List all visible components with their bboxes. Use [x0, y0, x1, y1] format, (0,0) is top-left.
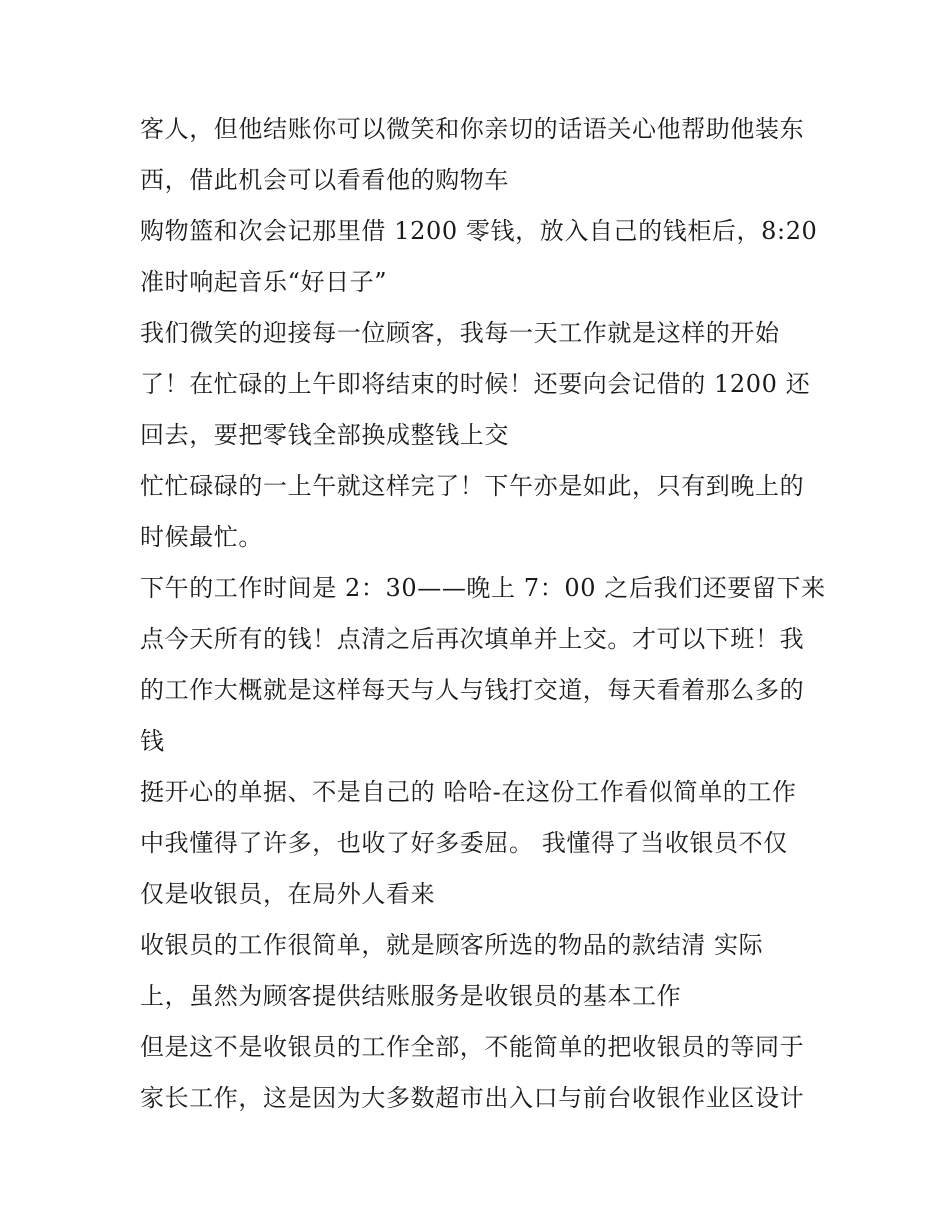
- text-line: 回去，要把零钱全部换成整钱上交: [140, 421, 509, 449]
- text-line: 但是这不是收银员的工作全部，不能简单的把收银员的等同于: [140, 1033, 805, 1061]
- text-line: 下午的工作时间是 2：30——晚上 7：00 之后我们还要留下来: [140, 574, 826, 602]
- body-text: [140, 104, 830, 1124]
- text-line: 中我懂得了许多，也收了好多委屈。 我懂得了当收银员不仅: [140, 829, 788, 857]
- text-line: 购物篮和次会记那里借 1200 零钱，放入自己的钱柜后，8:20: [140, 217, 818, 245]
- text-line: 家长工作，这是因为大多数超市出入口与前台收银作业区设计: [140, 1084, 805, 1112]
- text-line: 仅是收银员，在局外人看来: [140, 880, 436, 908]
- text-line: 忙忙碌碌的一上午就这样完了！下午亦是如此，只有到晚上的: [140, 472, 805, 500]
- text-line: 收银员的工作很简单，就是顾客所选的物品的款结清 实际: [140, 931, 764, 959]
- text-line: 点今天所有的钱！点清之后再次填单并上交。才可以下班！我: [140, 625, 805, 653]
- text-line: 时候最忙。: [140, 523, 263, 551]
- text-line: 客人，但他结账你可以微笑和你亲切的话语关心他帮助他装东: [140, 115, 805, 143]
- text-line: 挺开心的单据、不是自己的 哈哈-在这份工作看似简单的工作: [140, 778, 797, 806]
- text-line: 的工作大概就是这样每天与人与钱打交道，每天看着那么多的: [140, 676, 805, 704]
- text-line: 我们微笑的迎接每一位顾客，我每一天工作就是这样的开始: [140, 319, 780, 347]
- text-line: 西，借此机会可以看看他的购物车: [140, 166, 509, 194]
- text-line: 准时响起音乐“好日子”: [140, 268, 388, 296]
- text-line: 了！在忙碌的上午即将结束的时候！还要向会记借的 1200 还: [140, 370, 811, 398]
- text-line: 上，虽然为顾客提供结账服务是收银员的基本工作: [140, 982, 682, 1010]
- text-line: 钱: [140, 727, 165, 755]
